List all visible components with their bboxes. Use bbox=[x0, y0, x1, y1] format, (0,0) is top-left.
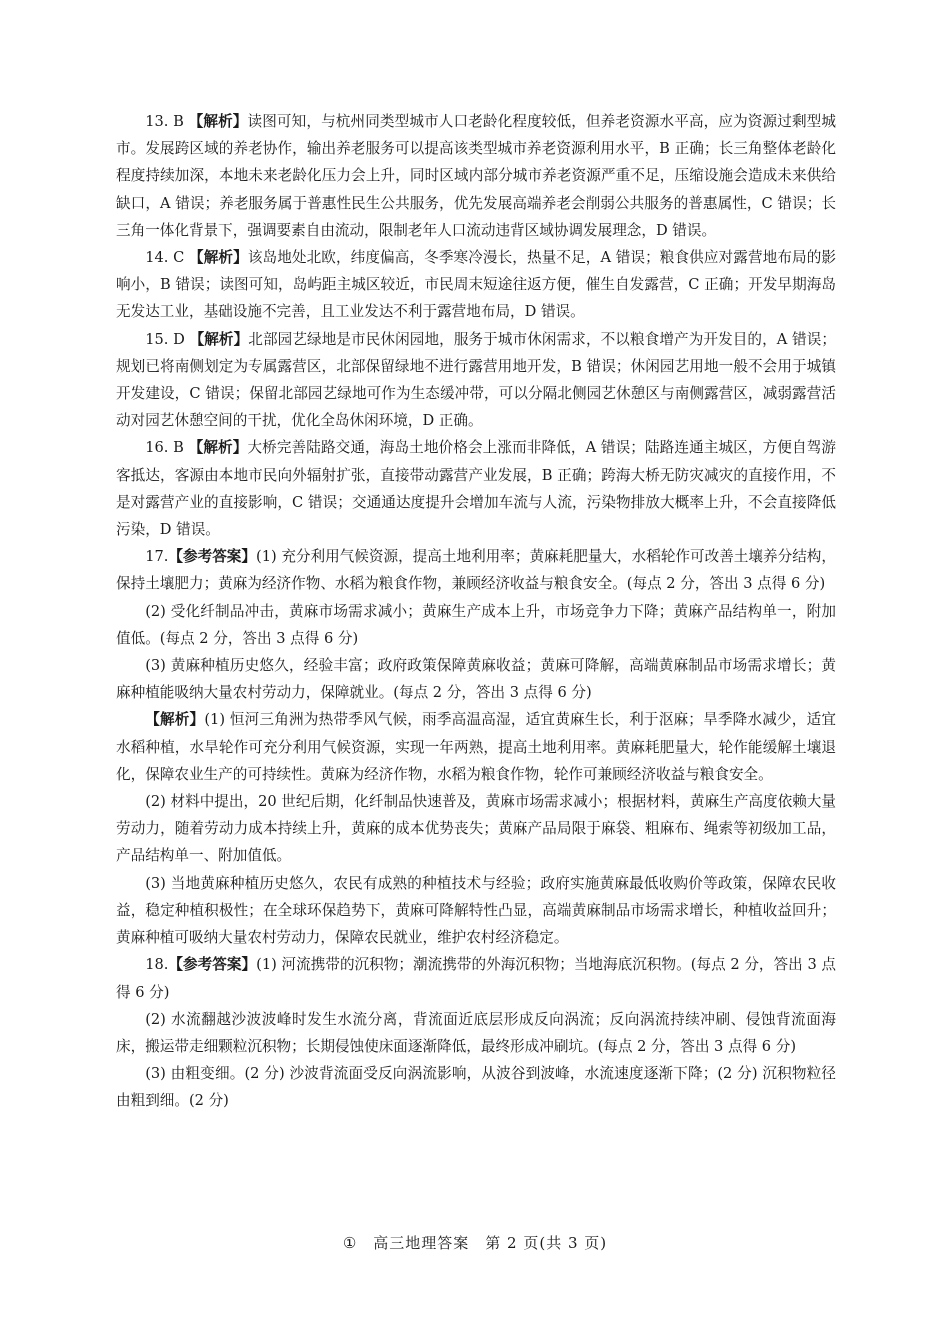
answer-item bbox=[116, 108, 836, 244]
answer-item bbox=[116, 244, 836, 326]
item-text: (2) 水流翻越沙波波峰时发生水流分离，背流面近底层形成反向涡流；反向涡流持续冲刷、侵蚀背流面海床，搬运带走细颗粒沉积物；长期侵蚀使床面逐渐降低，最终形成冲刷坑。(每点 2 分，答出 3 点得 6 分) bbox=[116, 1010, 836, 1055]
answer-item bbox=[116, 434, 836, 543]
answer-subitem bbox=[116, 598, 836, 652]
item-number: 15. D bbox=[145, 330, 190, 348]
page-footer bbox=[0, 1232, 950, 1253]
item-tag: 【解析】 bbox=[188, 113, 248, 130]
item-number: 16. B bbox=[145, 439, 189, 457]
item-tag: 【解析】 bbox=[188, 439, 248, 457]
answer-subitem bbox=[116, 1006, 836, 1060]
item-text: (3) 黄麻种植历史悠久，经验丰富；政府政策保障黄麻收益；黄麻可降解，高端黄麻制品市场需求增长；黄麻种植能吸纳大量农村劳动力，保障就业。(每点 2 分，答出 3 点得 6 分) bbox=[116, 657, 836, 702]
item-tag: 【解析】 bbox=[189, 330, 249, 348]
item-number: 14. C bbox=[145, 249, 190, 267]
item-text: (2) 材料中提出，20 世纪后期，化纤制品快速普及，黄麻市场需求减小；根据材料，黄麻生产高度依赖大量劳动力，随着劳动力成本持续上升，黄麻的成本优势丧失；黄麻产品局限于麻袋、粗麻布、绳索等初级加工品，产品结构单一、附加值低。 bbox=[116, 793, 836, 865]
item-text: (1) 恒河三角洲为热带季风气候，雨季高温高湿，适宜黄麻生长，利于沤麻；旱季降水减少，适宜水稻种植，水旱轮作可充分利用气候资源，实现一年两熟，提高土地利用率。黄麻耗肥量大，轮作能缓解土壤退化，保障农业生产的可持续性。黄麻为经济作物，水稻为粮食作物，轮作可兼顾经济收益与粮食安全。 bbox=[116, 711, 836, 783]
item-text: 该岛地处北欧，纬度偏高，冬季寒冷漫长，热量不足，A 错误；粮食供应对露营地布局的影响小，B 错误；读图可知，岛屿距主城区较近，市民周末短途往返方便，催生自发露营，C 正确；开发早期海岛无发达工业，基础设施不完善，且工业发达不利于露营地布局，D 错误。 bbox=[116, 249, 836, 321]
item-text: 读图可知，与杭州同类型城市人口老龄化程度较低，但养老资源水平高，应为资源过剩型城市。发展跨区域的养老协作，输出养老服务可以提高该类型城市养老资源利用水平，B 正确；长三角整体老龄化程度持续加深，本地未来老龄化压力会上升，同时区域内部分城市养老资源严重不足，压缩设施会造成未来供给缺口，A 错误；养老服务属于普惠性民生公共服务，优先发展高端养老会削弱公共服务的普惠属性，C 错误；长三角一体化背景下，强调要素自由流动，限制老年人口流动违背区域协调发展理念，D 错误。 bbox=[116, 113, 836, 239]
item-text: (3) 当地黄麻种植历史悠久，农民有成熟的种植技术与经验；政府实施黄麻最低收购价等政策，保障农民收益，稳定种植积极性；在全球环保趋势下，黄麻可降解特性凸显，高端黄麻制品市场需求增长，种植收益回升；黄麻种植可吸纳大量农村劳动力，保障农民就业，维护农村经济稳定。 bbox=[116, 874, 836, 947]
answer-document bbox=[116, 108, 836, 1115]
item-tag: 【解析】 bbox=[145, 711, 205, 729]
analysis-subitem bbox=[116, 870, 836, 952]
answer-item bbox=[116, 326, 836, 435]
item-text: 大桥完善陆路交通，海岛土地价格会上涨而非降低，A 错误；陆路连通主城区，方便自驾游客抵达，客源由本地市民向外辐射扩张，直接带动露营产业发展，B 正确；跨海大桥无防灾减灾的直接作用，不是对露营产业的直接影响，C 错误；交通通达度提升会增加车流与人流，污染物排放大概率上升，不会直接降低污染，D 错误。 bbox=[116, 439, 836, 539]
item-text: (2) 受化纤制品冲击，黄麻市场需求减小；黄麻生产成本上升，市场竞争力下降；黄麻产品结构单一，附加值低。(每点 2 分，答出 3 点得 6 分) bbox=[116, 602, 836, 647]
item-text: (1) 河流携带的沉积物；潮流携带的外海沉积物；当地海底沉积物。(每点 2 分，答出 3 点得 6 分) bbox=[116, 956, 836, 1001]
footer-mark: ① bbox=[342, 1234, 358, 1252]
item-number: 13. B bbox=[145, 113, 189, 130]
item-text: (1) 充分利用气候资源，提高土地利用率；黄麻耗肥量大，水稻轮作可改善土壤养分结构，保持土壤肥力；黄麻为经济作物、水稻为粮食作物，兼顾经济收益与粮食安全。(每点 2 分，答出 3 点得 6 分) bbox=[116, 548, 836, 593]
answer-item bbox=[116, 951, 836, 1005]
item-tag: 【参考答案】 bbox=[168, 956, 257, 974]
item-tag: 【解析】 bbox=[189, 249, 248, 267]
item-number: 17. bbox=[145, 548, 169, 566]
item-tag: 【参考答案】 bbox=[168, 548, 256, 566]
item-number: 18. bbox=[145, 956, 169, 974]
analysis-subitem bbox=[116, 788, 836, 870]
answer-subitem bbox=[116, 652, 836, 706]
footer-text: 高三地理答案 第 2 页(共 3 页) bbox=[373, 1234, 608, 1252]
analysis-item bbox=[116, 706, 836, 788]
item-text: (3) 由粗变细。(2 分) 沙波背流面受反向涡流影响，从波谷到波峰，水流速度逐渐下降；(2 分) 沉积物粒径由粗到细。(2 分) bbox=[116, 1065, 836, 1110]
item-text: 北部园艺绿地是市民休闲园地，服务于城市休闲需求，不以粮食增产为开发目的，A 错误；规划已将南侧划定为专属露营区，北部保留绿地不进行露营用地开发，B 错误；休闲园艺用地一般不会用于城镇开发建设，C 错误；保留北部园艺绿地可作为生态缓冲带，可以分隔北侧园艺休憩区与南侧露营区，减弱露营活动对园艺休憩空间的干扰，优化全岛休闲环境，D 正确。 bbox=[116, 330, 837, 430]
answer-subitem bbox=[116, 1060, 836, 1114]
answer-item bbox=[116, 543, 836, 597]
